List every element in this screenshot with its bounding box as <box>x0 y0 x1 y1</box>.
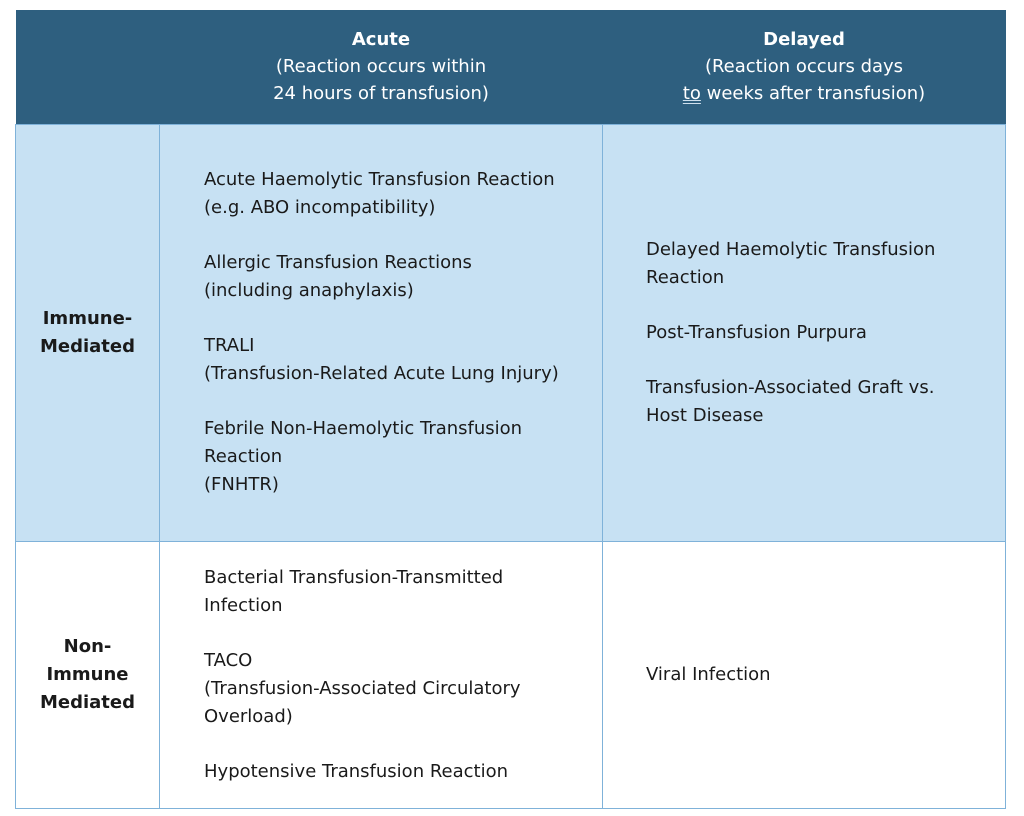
list-item-line: Post-Transfusion Purpura <box>646 321 867 343</box>
header-delayed <box>603 10 1006 124</box>
list-item <box>646 374 997 430</box>
list-item-line: (including anaphylaxis) <box>204 280 414 301</box>
header-row <box>16 10 1006 124</box>
header-acute <box>160 10 603 124</box>
list-item-line: Infection <box>204 594 283 616</box>
header-acute-line2: 24 hours of transfusion) <box>273 83 489 105</box>
header-delayed-line2-prefix: to <box>682 83 701 105</box>
row-immune-mediated <box>16 124 1006 541</box>
header-acute-line1: (Reaction occurs within <box>275 56 487 78</box>
list-item-line: Reaction <box>204 446 283 467</box>
list-item-line: Overload) <box>204 705 293 727</box>
list-item <box>204 647 594 731</box>
header-corner-cell <box>16 10 160 124</box>
row-label-line: Mediated <box>39 691 136 713</box>
list-item <box>204 564 594 620</box>
header-acute-title: Acute <box>351 29 411 51</box>
header-delayed-title: Delayed <box>763 29 845 51</box>
header-delayed-line2 <box>603 80 1006 107</box>
list-item-line: Reaction <box>646 266 725 288</box>
list-item-line: TACO <box>204 649 253 671</box>
list-item <box>204 249 594 305</box>
list-item-line: Febrile Non-Haemolytic Transfusion <box>204 418 523 439</box>
row-label-line: Non- <box>63 635 112 657</box>
list-item <box>204 758 594 786</box>
list-item-line: Viral Infection <box>646 663 771 685</box>
cell-immune-delayed <box>603 124 1006 541</box>
list-item-line: (FNHTR) <box>204 474 279 495</box>
list-item-line: (Transfusion-Associated Circulatory <box>204 677 521 699</box>
cell-non-immune-acute <box>160 541 603 808</box>
row-label-non-immune <box>16 541 160 808</box>
list-item <box>646 319 997 347</box>
list-item <box>204 415 594 499</box>
list-item <box>646 236 997 292</box>
list-item-line: (Transfusion-Related Acute Lung Injury) <box>204 363 559 384</box>
cell-non-immune-delayed <box>603 541 1006 808</box>
list-item-line: Host Disease <box>646 404 764 426</box>
list-item-line: Delayed Haemolytic Transfusion <box>646 238 936 260</box>
list-item <box>204 166 594 222</box>
list-item-line: Allergic Transfusion Reactions <box>204 252 472 273</box>
row-label-line: Immune <box>46 663 129 685</box>
list-item-line: Transfusion-Associated Graft vs. <box>646 376 935 398</box>
list-item-line: (e.g. ABO incompatibility) <box>204 197 436 218</box>
transfusion-reactions-table <box>15 10 1006 809</box>
row-non-immune-mediated <box>16 541 1006 808</box>
list-item <box>204 332 594 388</box>
list-item <box>646 661 997 689</box>
list-item-line: Hypotensive Transfusion Reaction <box>204 760 509 782</box>
row-label-line: Mediated <box>39 335 136 357</box>
row-label-immune <box>16 124 160 541</box>
header-delayed-line1: (Reaction occurs days <box>704 56 904 78</box>
header-delayed-line2-rest: weeks after transfusion) <box>700 83 926 105</box>
row-label-line: Immune- <box>42 307 133 329</box>
cell-immune-acute <box>160 124 603 541</box>
list-item-line: Acute Haemolytic Transfusion Reaction <box>204 169 555 190</box>
list-item-line: TRALI <box>204 335 255 356</box>
list-item-line: Bacterial Transfusion-Transmitted <box>204 566 504 588</box>
